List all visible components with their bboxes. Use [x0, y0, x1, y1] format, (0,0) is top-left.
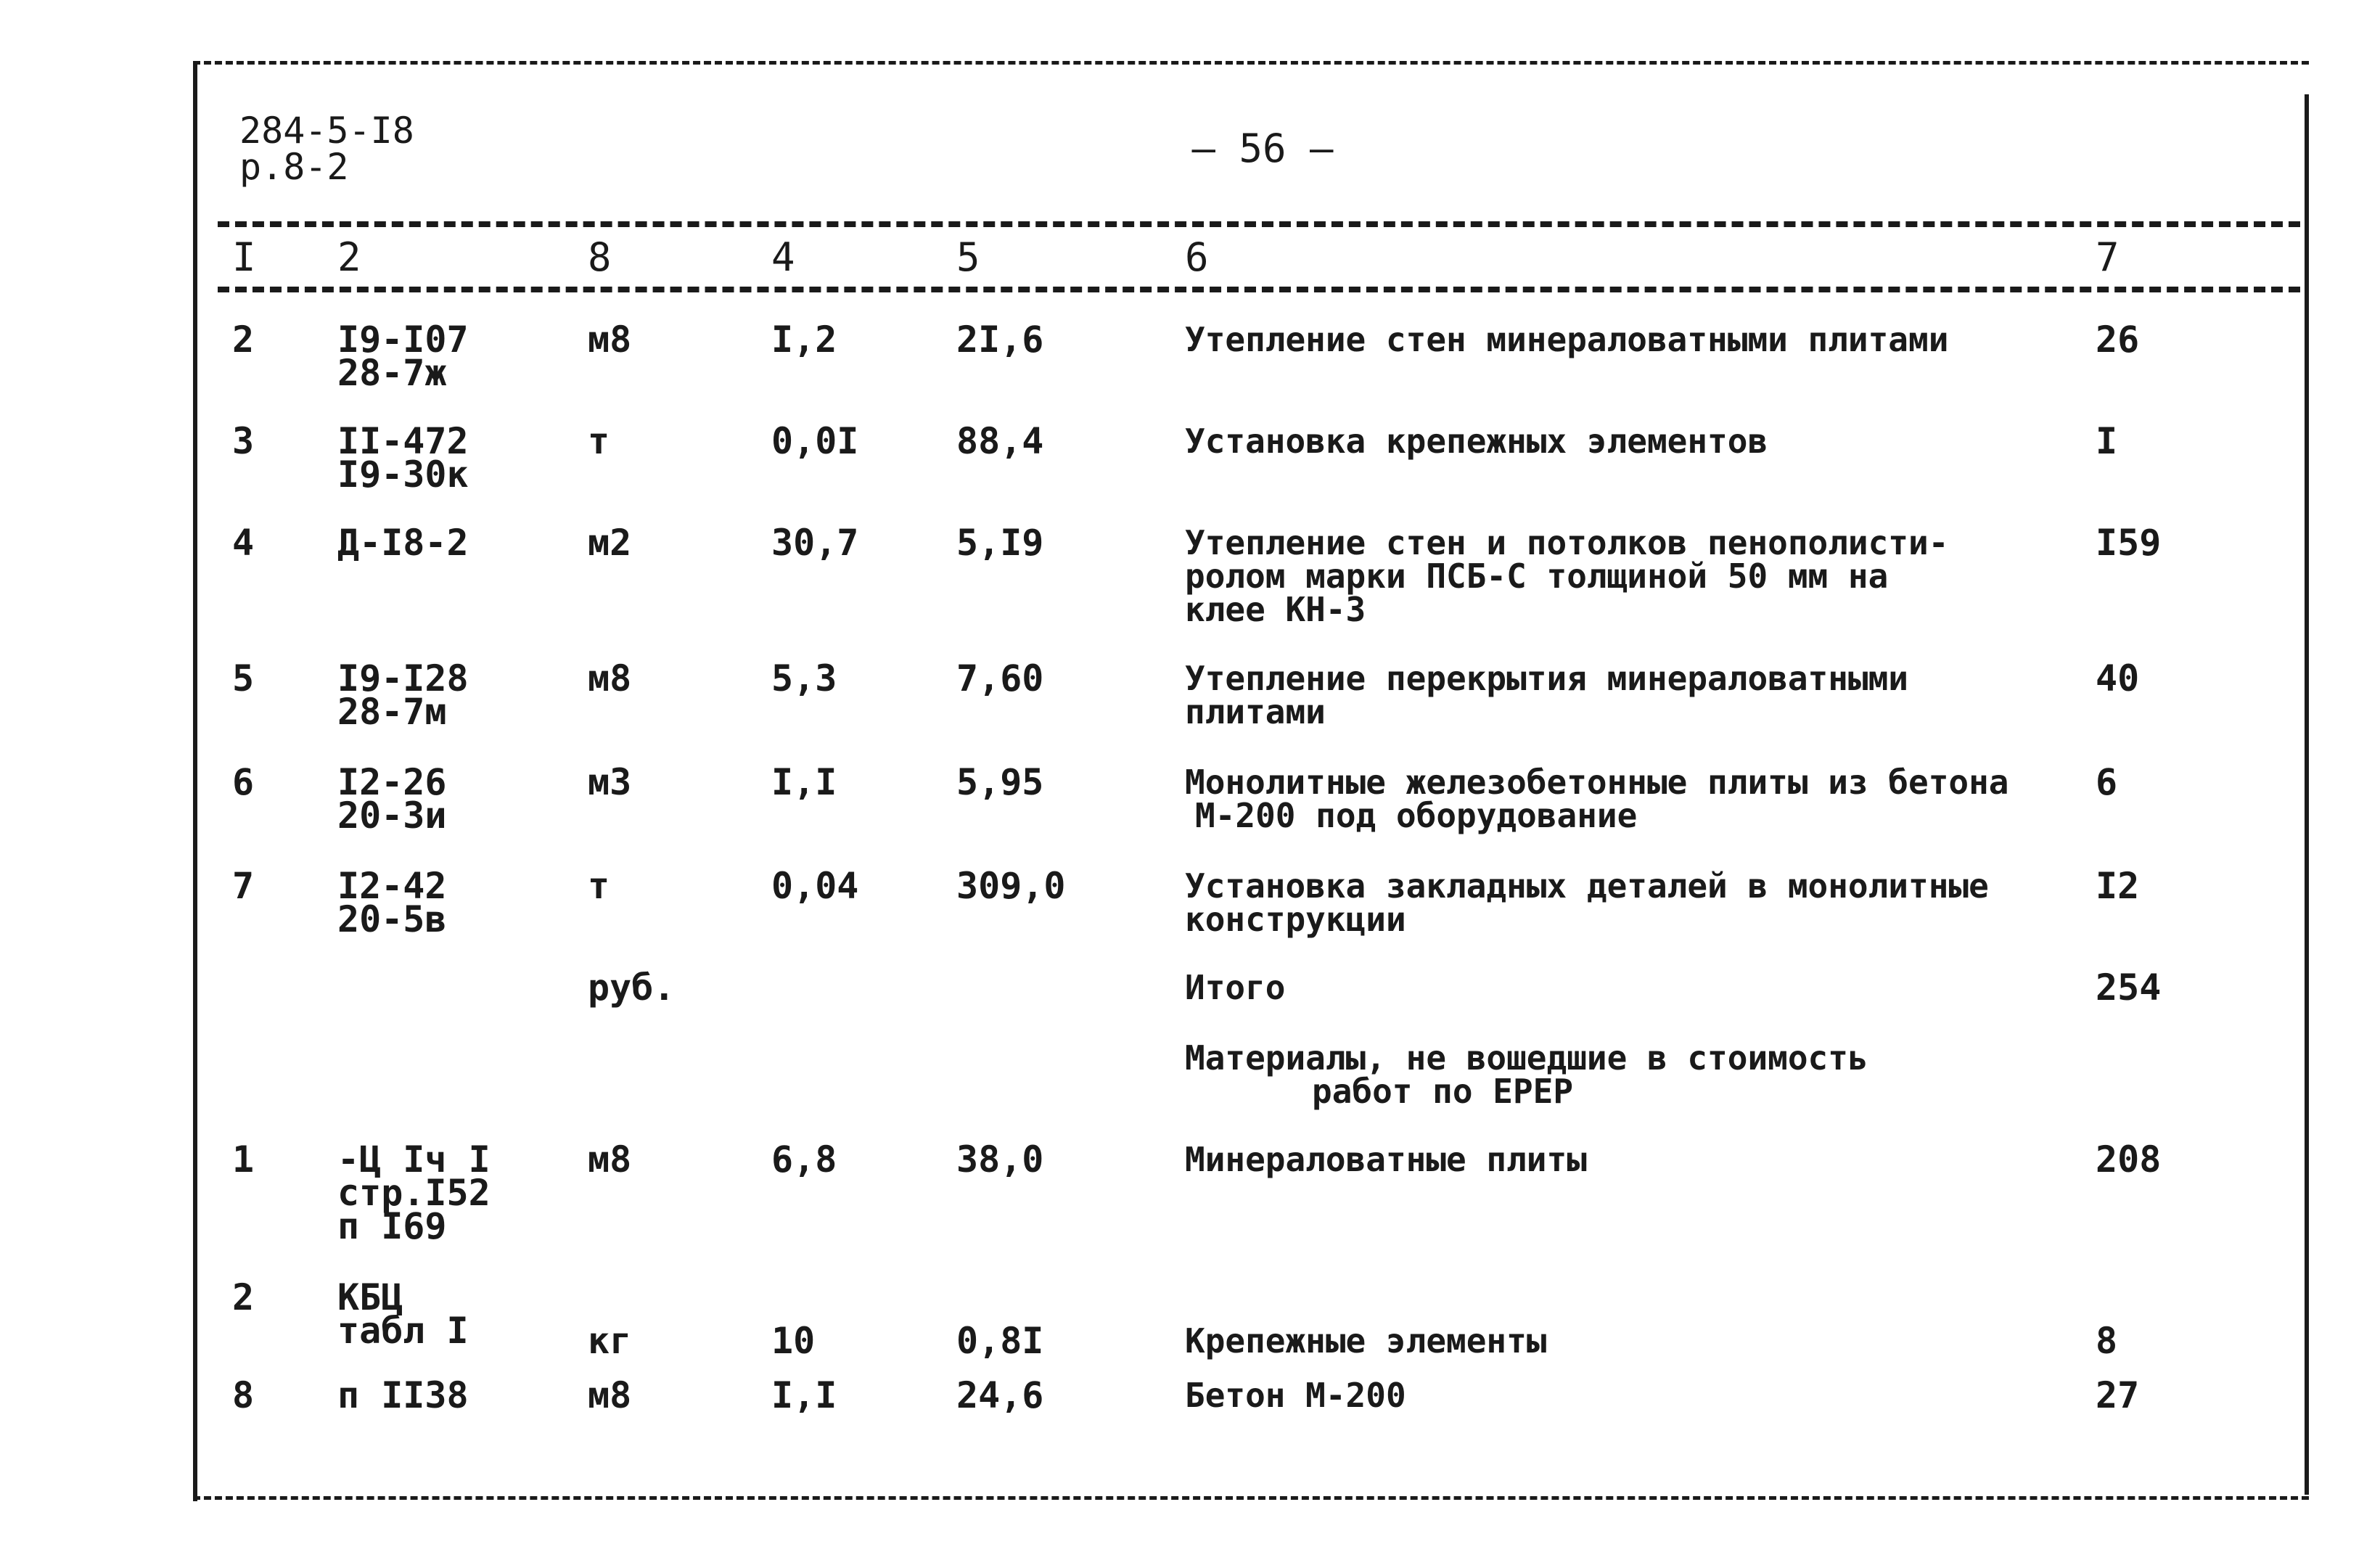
description-cell-line: работ по ЕРЕР	[1312, 1072, 1574, 1111]
unit-price-cell: 5,95	[956, 761, 1044, 803]
document-code	[239, 110, 414, 188]
total-cell: 8	[2096, 1320, 2118, 1362]
unit-cell: кг	[588, 1320, 632, 1362]
document-code-line2: р.8-2	[239, 146, 349, 188]
rate-code-cell-line: п II38	[337, 1374, 469, 1416]
header-bottom-divider	[218, 287, 2300, 292]
total-cell: I59	[2096, 522, 2162, 564]
rate-code-cell	[337, 865, 447, 940]
quantity-cell: 30,7	[771, 522, 859, 564]
column-header-1: I	[232, 234, 256, 280]
description-cell-line: М-200 под оборудование	[1195, 796, 1638, 835]
header-top-divider	[218, 221, 2300, 227]
rate-code-cell	[337, 1374, 469, 1416]
unit-cell: м8	[588, 1374, 632, 1416]
description-cell-line: Монолитные железобетонные плиты из бетона	[1185, 763, 2009, 802]
row-number-cell: 1	[232, 1138, 255, 1181]
description-cell	[1185, 1140, 1587, 1179]
frame-right-border	[2305, 94, 2309, 1495]
unit-cell: м8	[588, 319, 632, 361]
rate-code-cell-line: 20-3и	[337, 795, 447, 837]
unit-cell: т	[588, 865, 610, 907]
total-cell: 208	[2096, 1138, 2162, 1181]
row-number-cell: 3	[232, 420, 255, 462]
description-cell-line: Бетон М-200	[1185, 1376, 1406, 1415]
unit-price-cell: 5,I9	[956, 522, 1044, 564]
rate-code-cell-line: I9-30к	[337, 453, 469, 496]
description-cell	[1185, 1376, 1406, 1415]
unit-price-cell: 7,60	[956, 657, 1044, 699]
unit-price-cell: 24,6	[956, 1374, 1044, 1416]
total-cell: 6	[2096, 761, 2118, 803]
quantity-cell: 0,0I	[771, 420, 859, 462]
rate-code-cell-line: I9-I28	[337, 657, 469, 699]
total-cell: 26	[2096, 319, 2140, 361]
quantity-cell: 10	[771, 1320, 816, 1362]
row-number-cell: 4	[232, 522, 255, 564]
rate-code-cell	[337, 1138, 491, 1247]
description-cell-line: Крепежные элементы	[1185, 1321, 1547, 1360]
rate-code-cell-line: -Ц Iч I	[337, 1138, 491, 1181]
rate-code-cell	[337, 522, 469, 564]
unit-price-cell: 2I,6	[956, 319, 1044, 361]
description-cell-line: Итого	[1185, 968, 1286, 1007]
unit-cell: м2	[588, 522, 632, 564]
rate-code-cell-line: КБЦ	[337, 1276, 403, 1318]
frame-top-border	[193, 61, 2309, 65]
description-cell-line: Утепление стен и потолков пенополисти-	[1185, 523, 1949, 562]
quantity-cell: I,2	[771, 319, 837, 361]
description-cell-line: Установка закладных деталей в монолитные	[1185, 866, 1989, 906]
row-number-cell: 2	[232, 1276, 255, 1318]
rate-code-cell-line: 28-7ж	[337, 352, 447, 394]
description-cell-line: плитами	[1185, 692, 1326, 731]
rate-code-cell-line: стр.I52	[337, 1172, 491, 1214]
quantity-cell: I,I	[771, 761, 837, 803]
description-cell	[1185, 422, 1768, 461]
unit-price-cell: 0,8I	[956, 1320, 1044, 1362]
quantity-cell: 0,04	[771, 865, 859, 907]
row-number-cell: 5	[232, 657, 255, 699]
rate-code-cell-line: 20-5в	[337, 898, 447, 940]
rate-code-cell-line: I2-42	[337, 865, 447, 907]
column-header-2: 2	[337, 234, 361, 280]
row-number-cell: 8	[232, 1374, 255, 1416]
description-cell	[1185, 523, 1949, 629]
quantity-cell: 5,3	[771, 657, 837, 699]
column-header-7: 7	[2096, 234, 2120, 280]
rate-code-cell	[337, 420, 469, 496]
rate-code-cell-line: табл I	[337, 1310, 469, 1352]
unit-cell: т	[588, 420, 610, 462]
rate-code-cell-line: II-472	[337, 420, 469, 462]
quantity-cell: I,I	[771, 1374, 837, 1416]
page-number: — 56 —	[1191, 126, 1334, 171]
unit-price-cell: 38,0	[956, 1138, 1044, 1181]
column-header-5: 5	[956, 234, 980, 280]
unit-cell: м8	[588, 657, 632, 699]
total-cell: 40	[2096, 657, 2140, 699]
description-cell	[1185, 866, 1989, 939]
description-cell	[1185, 763, 2009, 835]
description-cell-line: ролом марки ПСБ-С толщиной 50 мм на	[1185, 557, 1889, 596]
description-cell	[1185, 659, 1908, 731]
total-cell: I2	[2096, 865, 2140, 907]
row-number-cell: 7	[232, 865, 255, 907]
rate-code-cell	[337, 657, 469, 733]
unit-price-cell: 309,0	[956, 865, 1066, 907]
frame-left-border	[193, 61, 197, 1501]
description-cell-line: Утепление стен минераловатными плитами	[1185, 320, 1949, 359]
description-cell-line: Минераловатные плиты	[1185, 1140, 1587, 1179]
description-cell	[1185, 1321, 1547, 1360]
rate-code-cell	[337, 1276, 469, 1352]
description-cell	[1185, 1038, 1868, 1111]
quantity-cell: 6,8	[771, 1138, 837, 1181]
frame-bottom-border	[193, 1496, 2309, 1500]
rate-code-cell	[337, 319, 469, 394]
total-cell: 254	[2096, 966, 2162, 1009]
rate-code-cell-line: I2-26	[337, 761, 447, 803]
column-header-3: 8	[588, 234, 612, 280]
unit-price-cell: 88,4	[956, 420, 1044, 462]
total-cell: I	[2096, 420, 2118, 462]
description-cell-line: Материалы, не вошедшие в стоимость	[1185, 1038, 1868, 1078]
unit-cell: руб.	[588, 966, 676, 1009]
document-code-line1: 284-5-I8	[239, 110, 414, 152]
rate-code-cell-line: 28-7м	[337, 691, 447, 733]
unit-cell: м3	[588, 761, 632, 803]
description-cell	[1185, 968, 1286, 1007]
description-cell-line: клее КН-3	[1185, 590, 1366, 629]
column-header-6: 6	[1185, 234, 1209, 280]
description-cell-line: Установка крепежных элементов	[1185, 422, 1768, 461]
column-header-4: 4	[771, 234, 795, 280]
description-cell	[1185, 320, 1949, 359]
rate-code-cell-line: I9-I07	[337, 319, 469, 361]
rate-code-cell	[337, 761, 447, 837]
description-cell-line: Утепление перекрытия минераловатными	[1185, 659, 1908, 698]
rate-code-cell-line: Д-I8-2	[337, 522, 469, 564]
row-number-cell: 2	[232, 319, 255, 361]
unit-cell: м8	[588, 1138, 632, 1181]
description-cell-line: конструкции	[1185, 900, 1406, 939]
rate-code-cell-line: п I69	[337, 1205, 447, 1247]
row-number-cell: 6	[232, 761, 255, 803]
total-cell: 27	[2096, 1374, 2140, 1416]
